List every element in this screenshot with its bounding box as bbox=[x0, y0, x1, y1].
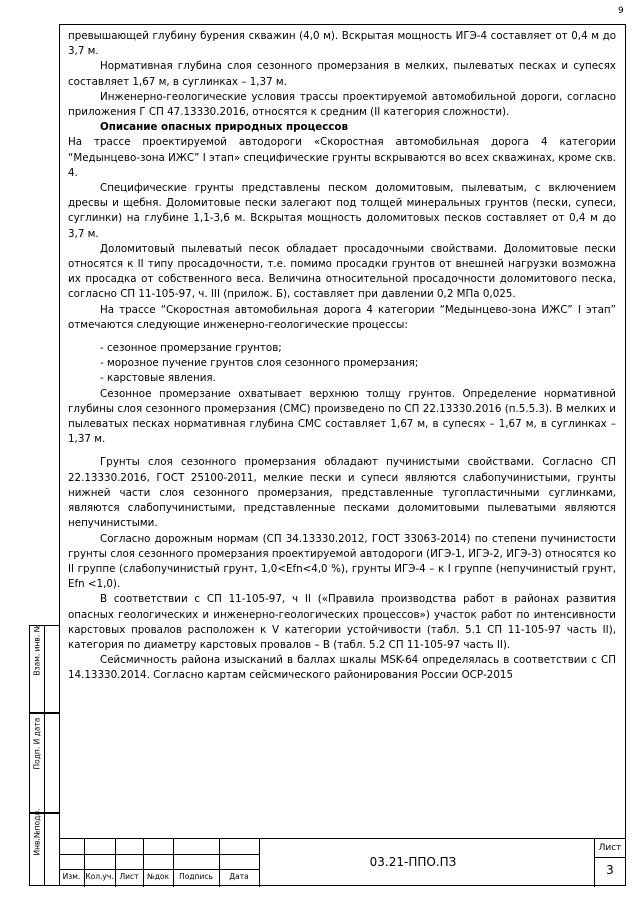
section-heading: Описание опасных природных процессов bbox=[100, 121, 349, 134]
paragraph: В соответствии с СП 11-105-97, ч II («Правила производства работ в районах развития опасных геологических и инженерно-геологических процессов») участок работ по интенсивности карстовых провалов расположен к V категории устойчивости (табл. 5.1 СП 11-105-97 часть II), категория по диаметру карстовых провалов – В (табл. 5.2 СП 11-105-97 часть II). bbox=[68, 593, 616, 651]
list-item: - сезонное промерзание грунтов; bbox=[100, 342, 282, 355]
stamp-podp-label: Подп. И дата bbox=[32, 717, 42, 770]
paragraph: На трассе проектируемой автодороги «Скоростная автомобильная дорога 4 категории “Медынцево-зона ИЖС” I этап» специфические грунты вскрываются во всех скважинах, кроме скв. 4. bbox=[68, 136, 616, 179]
col-kol-uch: Кол.уч. bbox=[85, 872, 114, 881]
paragraph: превышающей глубину бурения скважин (4,0 м). Вскрытая мощность ИГЭ-4 составляет от 0,4 м до 3,7 м. bbox=[68, 30, 616, 58]
stamp-vzam-label: Взам. инв. № bbox=[32, 624, 42, 676]
sheet-number: 3 bbox=[606, 863, 614, 877]
paragraph: Сейсмичность района изысканий в баллах шкалы MSK-64 определялась в соответствии с СП 14.13330.2014. Согласно картам сейсмического районирования России ОСР-2015 bbox=[68, 654, 616, 682]
title-block bbox=[59, 838, 626, 887]
col-data: Дата bbox=[229, 872, 249, 881]
stamp-podp bbox=[29, 713, 59, 813]
col-ndok: №док bbox=[146, 872, 170, 881]
paragraph: Согласно дорожным нормам (СП 34.13330.2012, ГОСТ 33063-2014) по степени пучинистости грунты слоя сезонного промерзания проектируемой автодороги (ИГЭ-1, ИГЭ-2, ИГЭ-3) относятся ко II группе (слабопучинистый грунт, 1,0<Efn<4,0 %), грунты ИГЭ-4 – к I группе (непучинистый грунт, Efn <1,0). bbox=[68, 532, 616, 591]
col-list: Лист bbox=[119, 872, 139, 881]
stamp-vzam bbox=[29, 625, 59, 713]
col-izm: Изм. bbox=[62, 872, 81, 881]
sheet-label: Лист bbox=[598, 843, 622, 853]
paragraph: Инженерно-геологические условия трассы проектируемой автомобильной дороги, согласно приложения Г СП 47.13330.2016, относятся к средним (II категория сложности). bbox=[68, 90, 616, 119]
paragraph: Нормативная глубина слоя сезонного промерзания в мелких, пылеватых песках и супесях составляет 1,67 м, в суглинках – 1,37 м. bbox=[68, 60, 616, 88]
stamp-inv bbox=[29, 808, 59, 886]
document-body bbox=[68, 29, 616, 684]
paragraph: Доломитовый пылеватый песок обладает просадочными свойствами. Доломитовые пески относятся к II типу просадочности, т.е. помимо просадки грунтов от внешней нагрузки возможна их просадка от собственного веса. Величина относительной просадочности доломитового песка, согласно СП 11-105-97, ч. III (прилож. Б), составляет при давлении 0,2 МПа 0,025. bbox=[68, 242, 616, 301]
paragraph: Специфические грунты представлены песком доломитовым, пылеватым, с включением дресвы и щебня. Доломитовые пески залегают под толщей минеральных грунтов (пески, супеси, суглинки) на глубине 1,1-3,6 м. Вскрытая мощность доломитовых песков составляет от 0,4 м до 3,7 м. bbox=[68, 182, 616, 240]
col-podpis: Подпись bbox=[179, 872, 213, 881]
paragraph: Грунты слоя сезонного промерзания обладают пучинистыми свойствами. Согласно СП 22.13330.2016, ГОСТ 25100-2011, мелкие пески и супеси являются слабопучинистыми, грунты нижней части слоя сезонного промерзания, представленные тугопластичными суглинками, являются слабопучинистыми, представленные песками доломитовыми пылеватыми являются непучинистыми. bbox=[68, 456, 616, 530]
paragraph: Сезонное промерзание охватывает верхнюю толщу грунтов. Определение нормативной глубины слоя сезонного промерзания (СМС) произведено по СП 22.13330.2016 (п.5.5.3). В мелких и пылеватых песках нормативная глубина СМС составляет 1,67 м, в супесях – 1,67 м, в суглинках – 1,37 м. bbox=[68, 387, 616, 446]
stamp-inv-label: Инв.№подл. bbox=[32, 808, 42, 856]
document-code: 03.21-ППО.ПЗ bbox=[369, 855, 457, 869]
list-item: - морозное пучение грунтов слоя сезонного промерзания; bbox=[100, 357, 419, 370]
page-number: 9 bbox=[618, 6, 624, 16]
paragraph: На трассе “Скоростная автомобильная дорога 4 категории “Медынцево-зона ИЖС” I этап” отмечаются следующие инженерно-геологические процессы: bbox=[68, 303, 616, 331]
list-item: - карстовые явления. bbox=[100, 372, 216, 385]
